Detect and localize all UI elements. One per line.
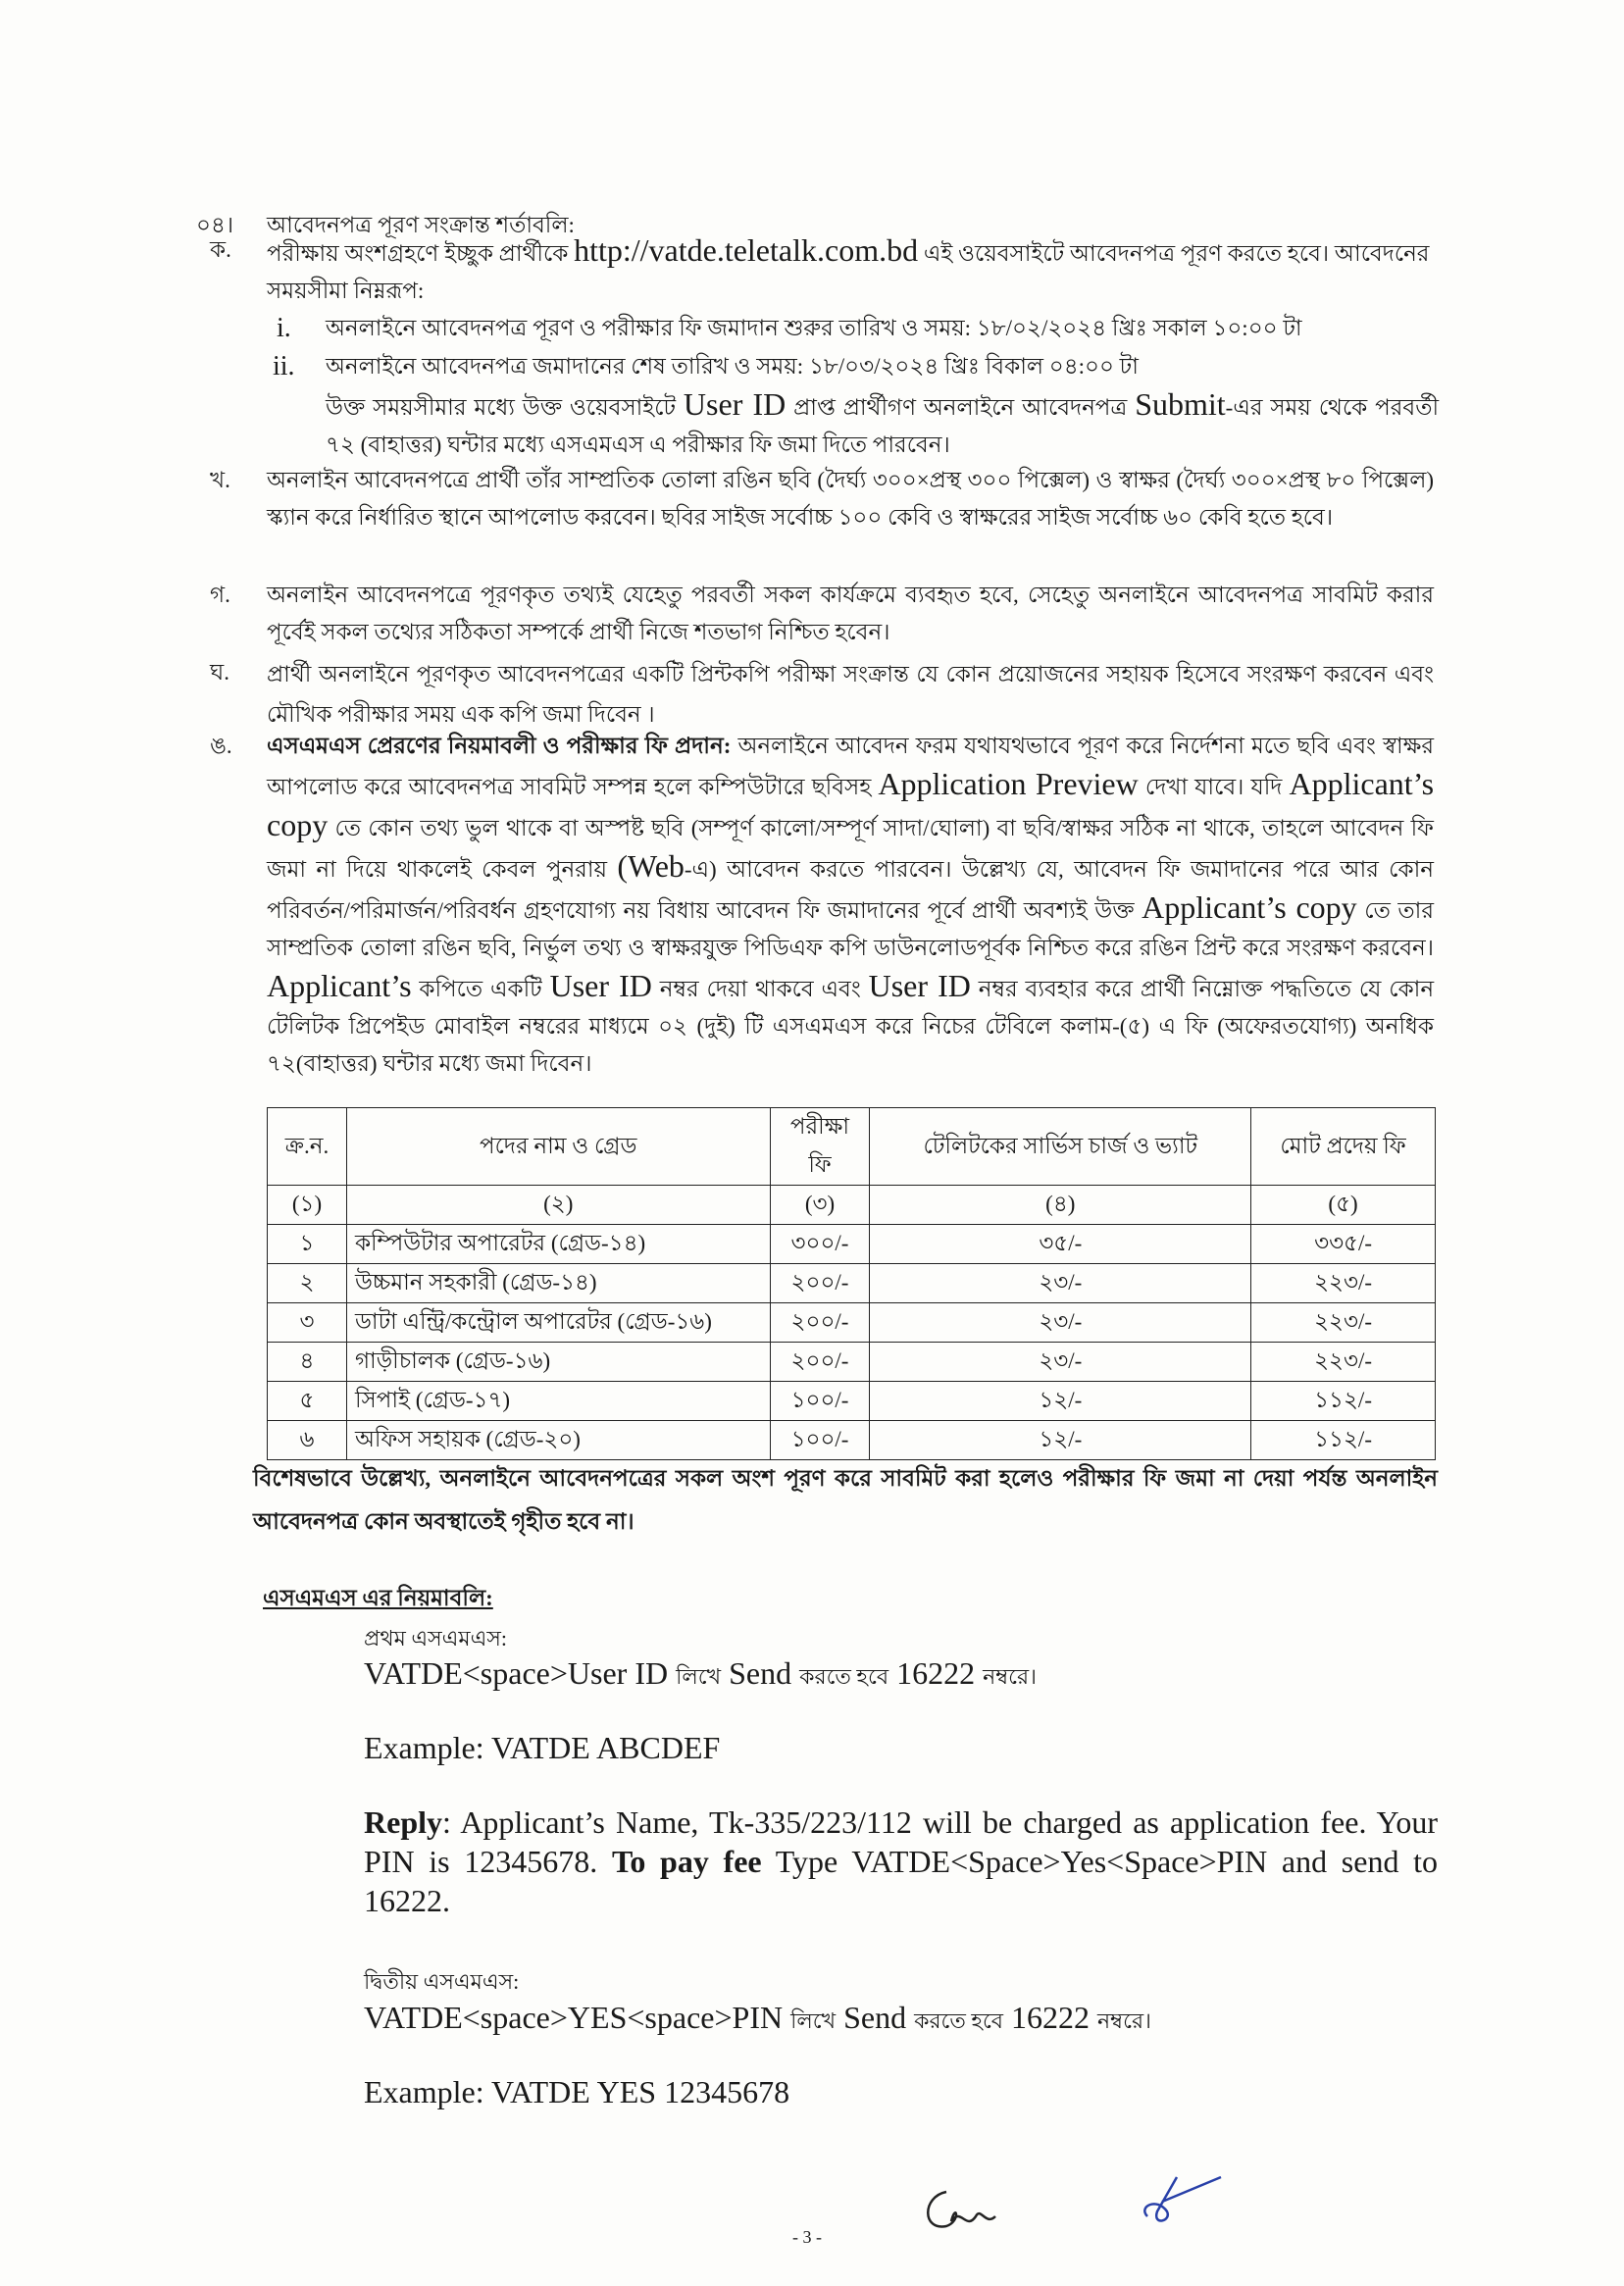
sub-item-i: অনলাইনে আবেদনপত্র পূরণ ও পরীক্ষার ফি জমাদান শুরুর তারিখ ও সময়: ১৮/০২/২০২৪ খ্রিঃ সকাল ১০:০০ টা <box>326 316 1302 340</box>
text: -এর সময় থেকে পরবর্তী ৭২ (বাহাত্তর) ঘন্টার মধ্যে এসএমএস এ পরীক্ষার ফি জমা দিতে পারবেন। <box>326 395 1440 457</box>
table-header-row <box>268 1108 1436 1186</box>
item-label-umo: ঙ. <box>210 734 232 758</box>
table-cell: ২৩/- <box>870 1264 1251 1303</box>
text: Applicant’s copy <box>1142 889 1357 925</box>
table-cell: ১ <box>268 1225 347 1264</box>
bold-heading: এসএমএস প্রেরণের নিয়মাবলী ও পরীক্ষার ফি প্রদান: <box>267 734 732 758</box>
submission-note <box>326 385 1439 464</box>
text: তে কোন তথ্য ভুল থাকে বা অস্পষ্ট ছবি (সম্পূর্ণ কালো/সম্পূর্ণ সাদা/ঘোলা) বা ছবি/স্বাক্ষর সঠিক না থাকে, তাহলে আবেদন ফি জমা না দিয়ে থাকলেই কেবল পুনরায় <box>267 816 1434 882</box>
table-cell: ২২৩/- <box>1251 1343 1436 1382</box>
text: (Web <box>617 848 685 884</box>
table-cell: (১) <box>268 1186 347 1225</box>
text: পরীক্ষায় অংশগ্রহণে ইচ্ছুক প্রার্থীকে <box>267 241 569 266</box>
text: Applicant’s copy <box>267 766 1435 842</box>
table-cell: উচ্চমান সহকারী (গ্রেড-১৪) <box>346 1264 770 1303</box>
text: -এ) আবেদন করতে পারবেন। উল্লেখ্য যে, আবেদন ফি জমাদানের পরে আর কোন পরিবর্তন/পরিমার্জন/পরিবর্ধন গ্রহণযোগ্য নয় বিধায় আবেদন ফি জমাদানের পূর্বে প্রার্থী অবশ্যই উক্ত <box>267 857 1435 923</box>
table-cell: ১০০/- <box>770 1382 870 1421</box>
table-cell: ৩ <box>268 1303 347 1343</box>
header-cell: পদের নাম ও গ্রেড <box>346 1108 770 1186</box>
text: এই ওয়েবসাইটে আবেদনপত্র পূরণ করতে হবে। আবেদনের সময়সীমা নিম্নরূপ: <box>267 241 1430 303</box>
text: 16222 <box>1011 2000 1091 2035</box>
table-cell: ডাটা এন্ট্রি/কন্ট্রোল অপারেটর (গ্রেড-১৬) <box>346 1303 770 1343</box>
item-umo-text <box>267 728 1434 1083</box>
item-gha-text: প্রার্থী অনলাইনে পূরণকৃত আবেদনপত্রের একটি প্রিন্টকপি পরীক্ষা সংক্রান্ত যে কোন প্রয়োজনের সহায়ক হিসেবে সংরক্ষণ করবেন এবং মৌখিক পরীক্ষার সময় এক কপি জমা দিবেন । <box>267 662 1434 727</box>
table-cell: ২০০/- <box>770 1303 870 1343</box>
table-row <box>268 1303 1436 1343</box>
text: উক্ত সময়সীমার মধ্যে উক্ত ওয়েবসাইটে <box>326 395 677 420</box>
text: করতে হবে <box>799 1664 889 1689</box>
first-sms-example: Example: VATDE ABCDEF <box>364 1730 721 1765</box>
table-row <box>268 1225 1436 1264</box>
text: User ID <box>683 386 787 422</box>
text: Send <box>729 1655 792 1691</box>
text: Send <box>843 2000 907 2035</box>
table-row <box>268 1382 1436 1421</box>
header-cell: পরীক্ষা ফি <box>770 1108 870 1186</box>
text: নম্বরে। <box>983 1664 1037 1689</box>
table-cell: ৬ <box>268 1421 347 1460</box>
table-cell: ৩৩৫/- <box>1251 1225 1436 1264</box>
sms-heading: এসএমএস এর নিয়মাবলি: <box>263 1586 493 1610</box>
table-row <box>268 1421 1436 1460</box>
signature-2 <box>1128 2162 1236 2241</box>
table-cell: ২ <box>268 1264 347 1303</box>
item-ga-text: অনলাইন আবেদনপত্রে পূরণকৃত তথ্যই যেহেতু পরবর্তী সকল কার্যক্রমে ব্যবহৃত হবে, সেহেতু অনলাইনে আবেদনপত্র সাবমিট করার পূর্বেই সকল তথ্যের সঠিকতা সম্পর্কে প্রার্থী নিজে শতভাগ নিশ্চিত হবেন। <box>267 583 1434 644</box>
table-cell: ১২/- <box>870 1382 1251 1421</box>
table-cell: (৫) <box>1251 1186 1436 1225</box>
text: Applicant’s <box>267 968 412 1003</box>
table-cell: ৫ <box>268 1382 347 1421</box>
table-cell: (২) <box>346 1186 770 1225</box>
table-cell: ২৩/- <box>870 1303 1251 1343</box>
page-number: - 3 - <box>792 2227 822 2247</box>
text: VATDE<space>User ID <box>364 1655 669 1691</box>
text: : Applicant’s Name, Tk-335/223/112 will be charged as application fee. Your PIN is 12345678. <box>364 1804 1438 1879</box>
item-kha-text: অনলাইন আবেদনপত্রে প্রার্থী তাঁর সাম্প্রতিক তোলা রঙিন ছবি (দৈর্ঘ্য ৩০০×প্রস্থ ৩০০ পিক্সেল) ও স্বাক্ষর (দৈর্ঘ্য ৩০০×প্রস্থ ৮০ পিক্সেল) স্ক্যান করে নির্ধারিত স্থানে আপলোড করবেন। ছবির সাইজ সর্বোচ্চ ১০০ কেবি ও স্বাক্ষরের সাইজ সর্বোচ্চ ৬০ কেবি হতে হবে। <box>267 468 1434 530</box>
table-cell: অফিস সহায়ক (গ্রেড-২০) <box>346 1421 770 1460</box>
text: To pay fee <box>611 1844 762 1879</box>
table-cell: ২২৩/- <box>1251 1303 1436 1343</box>
text: নম্বর দেয়া থাকবে এবং <box>659 977 861 1001</box>
table-row <box>268 1343 1436 1382</box>
table-cell: গাড়ীচালক (গ্রেড-১৬) <box>346 1343 770 1382</box>
text: প্রাপ্ত প্রার্থীগণ অনলাইনে আবেদনপত্র <box>793 395 1128 420</box>
table-cell: কম্পিউটার অপারেটর (গ্রেড-১৪) <box>346 1225 770 1264</box>
table-cell: ১১২/- <box>1251 1382 1436 1421</box>
table-cell: ৩৫/- <box>870 1225 1251 1264</box>
table-cell: ১১২/- <box>1251 1421 1436 1460</box>
text: লিখে <box>790 2008 837 2033</box>
first-sms-label: প্রথম এসএমএস: <box>364 1626 507 1651</box>
text: কপিতে একটি <box>419 977 542 1001</box>
text: লিখে <box>676 1664 722 1689</box>
sub-label-i: i. <box>277 313 291 343</box>
item-label-ga: গ. <box>210 583 230 607</box>
text: VATDE<space>YES<space>PIN <box>364 2000 784 2035</box>
table-cell: (৪) <box>870 1186 1251 1225</box>
text: Type VATDE<Space>Yes<Space>PIN and send to 16222. <box>364 1844 1439 1918</box>
text: User ID <box>868 968 971 1003</box>
text: User ID <box>549 968 652 1003</box>
column-number-row <box>268 1186 1436 1225</box>
table-cell: ২০০/- <box>770 1343 870 1382</box>
table-cell: ৩০০/- <box>770 1225 870 1264</box>
table-cell: ২০০/- <box>770 1264 870 1303</box>
section-number: ০৪। <box>196 213 234 237</box>
second-sms-example: Example: VATDE YES 12345678 <box>364 2074 790 2109</box>
table-cell: ২২৩/- <box>1251 1264 1436 1303</box>
table-cell: ২৩/- <box>870 1343 1251 1382</box>
header-cell: টেলিটকের সার্ভিস চার্জ ও ভ্যাট <box>870 1108 1251 1186</box>
second-sms-command <box>364 1998 1438 2041</box>
table-cell: ১০০/- <box>770 1421 870 1460</box>
warning-note: বিশেষভাবে উল্লেখ্য, অনলাইনে আবেদনপত্রের সকল অংশ পূরণ করে সাবমিট করা হলেও পরীক্ষার ফি জমা না দেয়া পর্যন্ত অনলাইন আবেদনপত্র কোন অবস্থাতেই গৃহীত হবে না। <box>253 1466 1438 1534</box>
text: নম্বর ব্যবহার করে প্রার্থী নিম্নোক্ত পদ্ধতিতে যে কোন টেলিটক প্রিপেইড মোবাইল নম্বরের মাধ্যমে ০২ (দুই) টি এসএমএস করে নিচের টেবিলে কলাম-(৫) এ ফি (অফেরতযোগ্য) অনধিক ৭২(বাহাত্তর) ঘন্টার মধ্যে জমা দিবেন। <box>267 977 1435 1076</box>
first-sms-command <box>364 1653 1438 1697</box>
table-cell: ৪ <box>268 1343 347 1382</box>
sub-item-ii: অনলাইনে আবেদনপত্র জমাদানের শেষ তারিখ ও সময়: ১৮/০৩/২০২৪ খ্রিঃ বিকাল ০৪:০০ টা <box>326 354 1139 379</box>
text: 16222 <box>896 1655 976 1691</box>
item-label-gha: ঘ. <box>210 660 229 685</box>
table-row <box>268 1264 1436 1303</box>
text: Submit <box>1135 386 1226 422</box>
website-url[interactable]: http://vatde.teletalk.com.bd <box>574 232 919 268</box>
signature-1 <box>917 2172 1025 2241</box>
header-cell: মোট প্রদেয় ফি <box>1251 1108 1436 1186</box>
table-cell: (৩) <box>770 1186 870 1225</box>
text: দেখা যাবে। যদি <box>1144 775 1283 799</box>
sub-label-ii: ii. <box>273 351 295 381</box>
second-sms-label: দ্বিতীয় এসএমএস: <box>364 1969 520 1994</box>
text: অনলাইনে আবেদন ফরম যথাযথভাবে পূরণ করে নির্দেশনা মতে ছবি এবং স্বাক্ষর আপলোড করে আবেদনপত্র সাবমিট সম্পন্ন হলে কম্পিউটারে ছবিসহ <box>267 734 1434 799</box>
header-cell: ক্র.ন. <box>268 1108 347 1186</box>
text: নম্বরে। <box>1097 2008 1151 2033</box>
text: Application Preview <box>878 766 1139 801</box>
text: Reply <box>364 1804 442 1840</box>
table-cell: সিপাই (গ্রেড-১৭) <box>346 1382 770 1421</box>
item-label-kha: খ. <box>210 468 230 492</box>
item-ka-text <box>267 231 1434 310</box>
table-cell: ১২/- <box>870 1421 1251 1460</box>
item-label-ka: ক. <box>210 237 231 262</box>
text: তে তার সাম্প্রতিক তোলা রঙিন ছবি, নির্ভুল তথ্য ও স্বাক্ষরযুক্ত পিডিএফ কপি ডাউনলোডপূর্বক নিশ্চিত করে রঙিন প্রিন্ট করে সংরক্ষণ করবেন। <box>267 898 1435 960</box>
reply-text <box>364 1803 1438 1920</box>
text: করতে হবে <box>914 2008 1004 2033</box>
fee-table <box>267 1107 1436 1460</box>
section-title: আবেদনপত্র পূরণ সংক্রান্ত শর্তাবলি: <box>267 213 575 237</box>
